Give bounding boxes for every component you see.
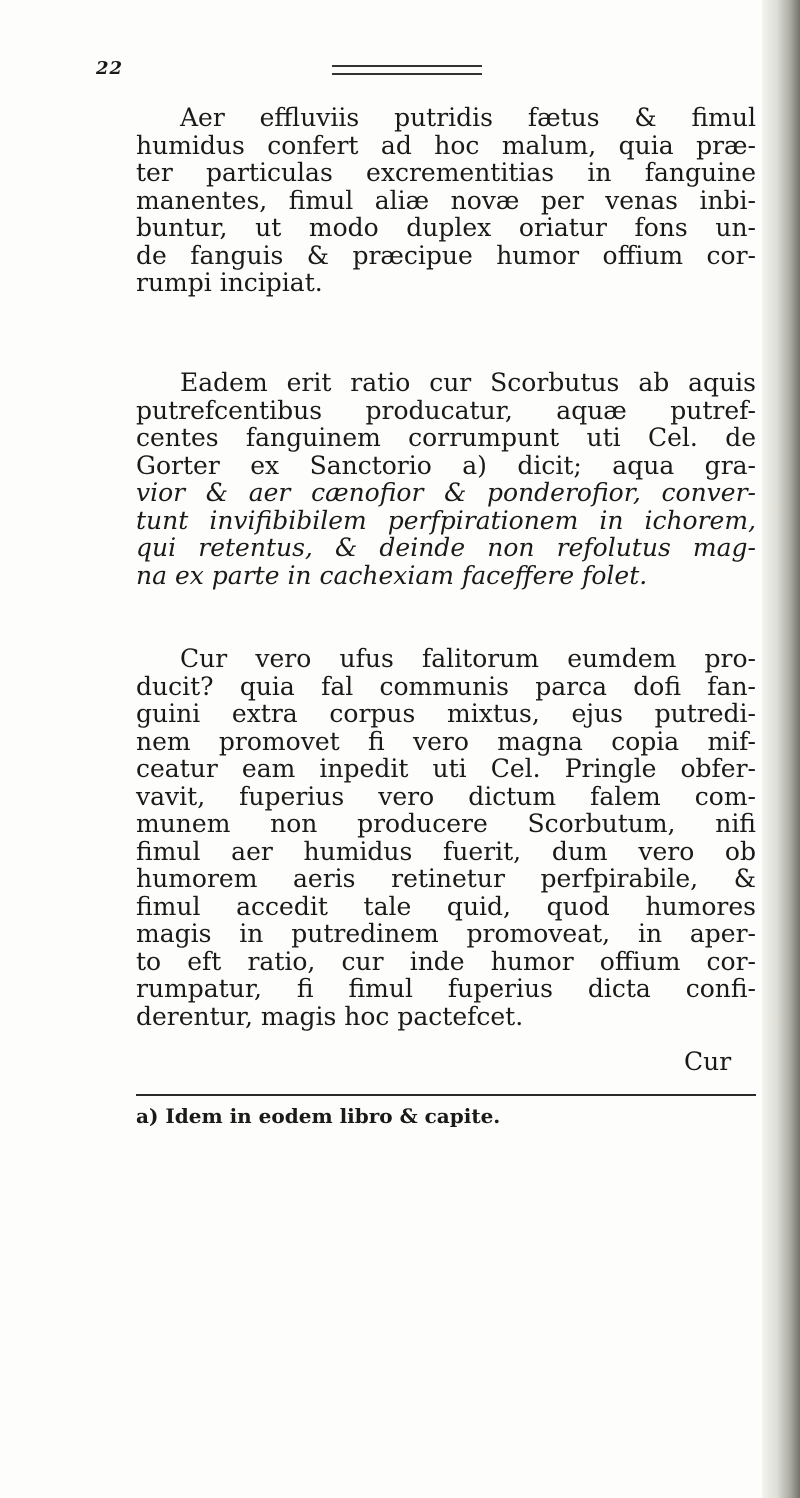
footnote-rule	[136, 1094, 756, 1096]
text-line: rumpi incipiat.	[136, 268, 323, 297]
text-line-quote: vior & aer cænofior & ponderofior, conver-	[136, 478, 756, 507]
text-line: humidus confert ad hoc malum, quia præ-	[136, 130, 756, 160]
paragraph-cur-vero	[136, 645, 756, 1030]
text-line: nem promovet fi vero magna copia mif-	[136, 726, 756, 756]
text-line: guini extra corpus mixtus, ejus putredi-	[136, 699, 756, 728]
text-line: Aer effluviis putridis fætus & fimul	[180, 103, 756, 132]
catchword: Cur	[684, 1047, 732, 1076]
text-line-quote: na ex parte in cachexiam faceffere folet.	[136, 560, 648, 590]
text-line: Cur vero ufus falitorum eumdem pro-	[180, 644, 756, 673]
text-line: manentes, fimul aliæ novæ per venas inbi-	[136, 185, 756, 215]
text-line: magis in putredinem promoveat, in aper-	[136, 919, 756, 948]
text-line: ceatur eam inpedit uti Cel. Pringle obfer-	[136, 754, 756, 783]
text-line: rumpatur, fi fimul fuperius dicta confi-	[136, 974, 756, 1003]
paragraph-aer-effluviis	[136, 104, 756, 297]
text-line-quote: qui retentus, & deinde non refolutus mag-	[136, 533, 756, 562]
text-line: humorem aeris retinetur perfpirabile, &	[136, 864, 756, 893]
page-edge-shadow	[762, 0, 800, 1498]
footnote: a) Idem in eodem libro & capite.	[136, 1104, 501, 1128]
text-line: Eadem erit ratio cur Scorbutus ab aquis	[180, 368, 756, 397]
text-line: to eft ratio, cur inde humor offium cor-	[136, 946, 756, 976]
text-line: ter particulas excrementitias in fanguine	[136, 158, 756, 187]
text-line: fimul accedit tale quid, quod humores	[136, 891, 756, 921]
text-line: vavit, fuperius vero dictum falem com-	[136, 781, 756, 811]
text-line: putrefcentibus producatur, aquæ putref-	[136, 395, 756, 425]
page-number: 22	[96, 58, 124, 79]
text-line: de fanguis & præcipue humor offium cor-	[136, 240, 756, 270]
text-line: fimul aer humidus fuerit, dum vero ob	[136, 836, 756, 866]
header-rule	[332, 65, 482, 75]
text-line: ducit? quia fal communis parca dofi fan-	[136, 671, 756, 701]
text-line: derentur, magis hoc pactefcet.	[136, 1001, 524, 1031]
text-line: buntur, ut modo duplex oriatur fons un-	[136, 213, 756, 242]
text-line: Gorter ex Sanctorio a) dicit; aqua gra-	[136, 450, 756, 480]
text-line-quote: tunt invifibibilem perfpirationem in ichorem,	[136, 505, 756, 535]
paragraph-eadem-ratio	[136, 369, 756, 589]
text-line: centes fanguinem corrumpunt uti Cel. de	[136, 423, 756, 452]
text-line: munem non producere Scorbutum, nifi	[136, 809, 756, 838]
